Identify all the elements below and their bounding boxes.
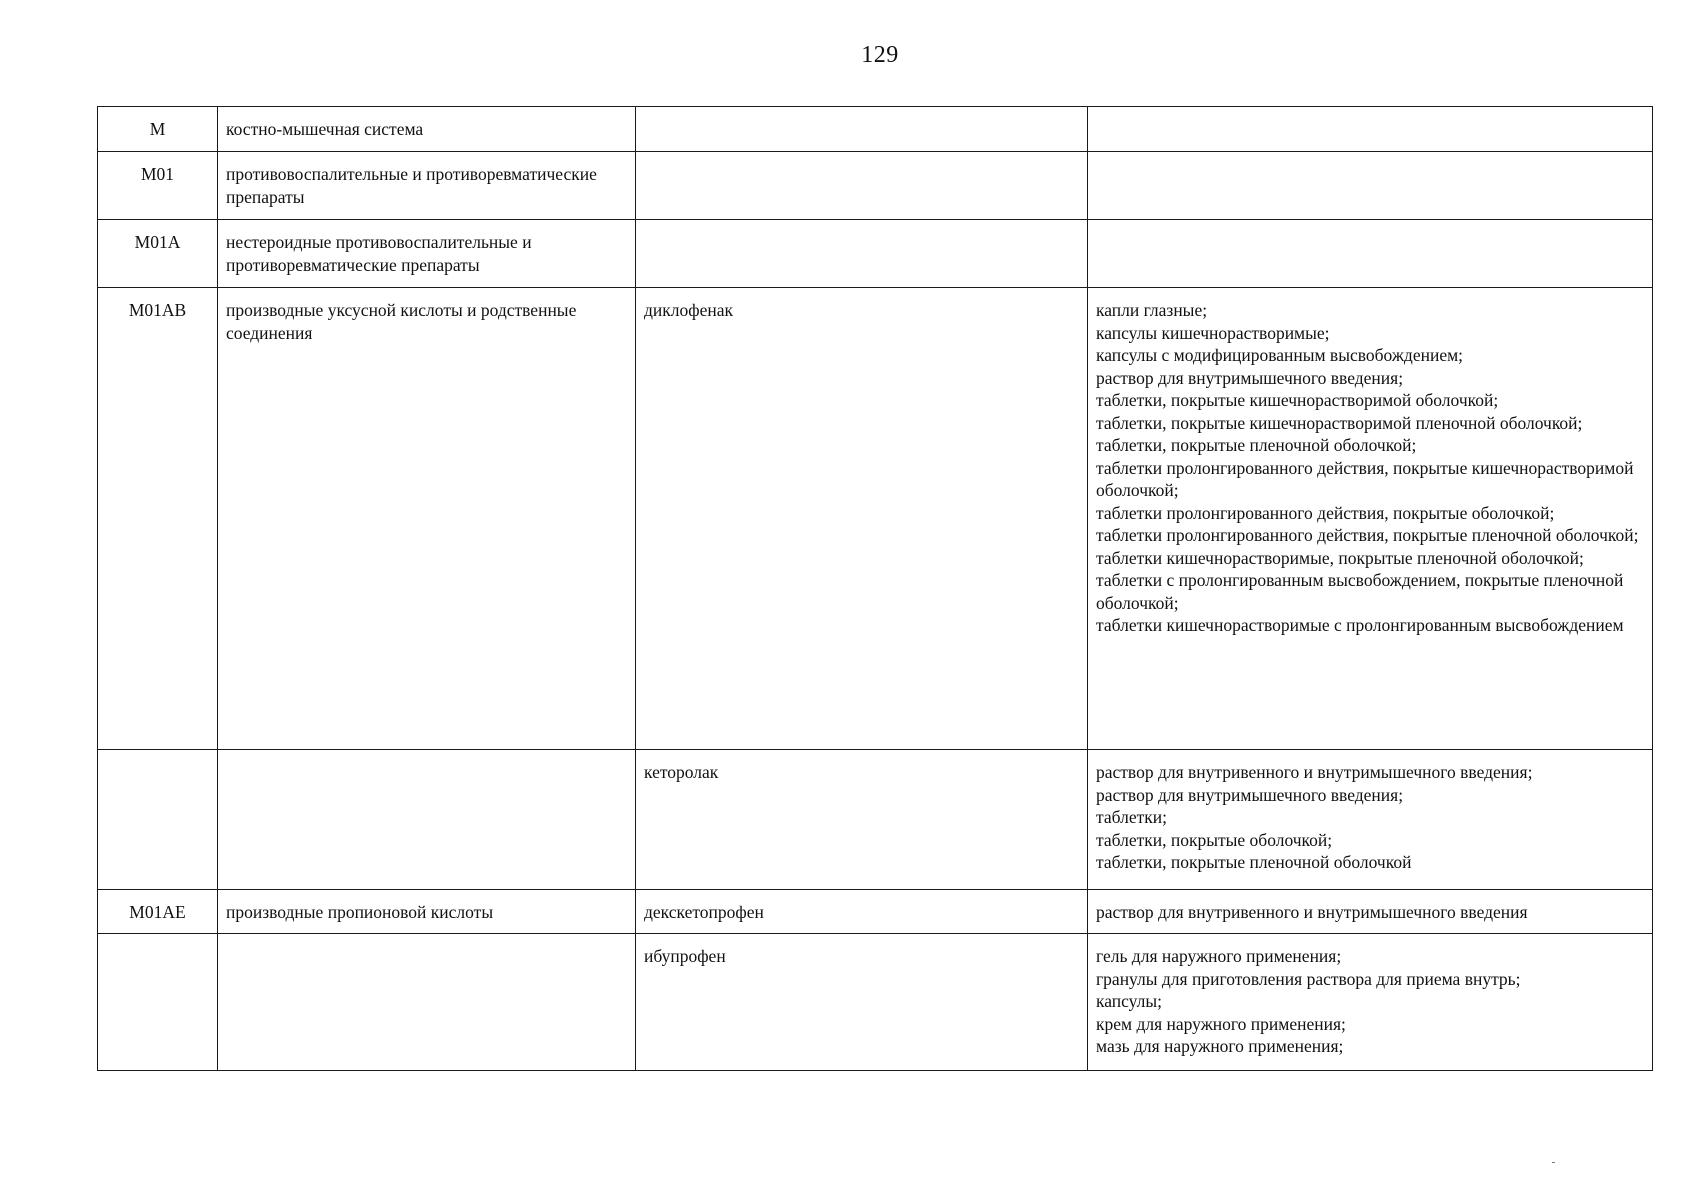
atc-code-cell: M01AE — [98, 890, 218, 934]
atc-code-cell: M01A — [98, 220, 218, 288]
dosage-forms-cell — [1088, 890, 1653, 934]
dosage-forms-cell — [1088, 288, 1653, 750]
dosage-form-item: таблетки, покрытые пленочной оболочкой; — [1096, 435, 1417, 455]
dosage-form-item: капсулы с модифицированным высвобождением; — [1096, 345, 1464, 365]
table-row — [98, 152, 1653, 220]
dosage-forms-cell — [1088, 934, 1653, 1071]
table-row — [98, 890, 1653, 934]
dosage-form-item: таблетки пролонгированного действия, покрытые кишечнорастворимой оболочкой; — [1096, 457, 1634, 500]
dosage-form-item: раствор для внутримышечного введения; — [1096, 784, 1404, 805]
dosage-form-item: раствор для внутривенного и внутримышечного введения — [1096, 902, 1528, 922]
dosage-form-item: гранулы для приготовления раствора для приема внутрь; — [1096, 968, 1521, 989]
drug-name-cell: декскетопрофен — [636, 890, 1088, 934]
dosage-form-item: таблетки пролонгированного действия, покрытые оболочкой; — [1096, 502, 1555, 523]
atc-group-cell — [218, 750, 636, 890]
drug-name-cell: кеторолак — [636, 750, 1088, 890]
drug-table — [97, 106, 1653, 1071]
atc-group-cell: костно-мышечная система — [218, 107, 636, 152]
dosage-forms-cell — [1088, 107, 1653, 152]
dosage-form-item: таблетки кишечнорастворимые с пролонгированным высвобождением — [1096, 615, 1624, 635]
atc-code-cell: M01AB — [98, 288, 218, 750]
dosage-form-item: мазь для наружного применения; — [1096, 1036, 1344, 1056]
drug-name-cell — [636, 220, 1088, 288]
page-number: 129 — [861, 42, 899, 68]
dosage-form-item: капсулы кишечнорастворимые; — [1096, 322, 1330, 343]
atc-group-cell: производные пропионовой кислоты — [218, 890, 636, 934]
table-row — [98, 934, 1653, 1071]
table-row — [98, 107, 1653, 152]
dosage-form-item: таблетки; — [1096, 807, 1167, 827]
dosage-form-item: таблетки с пролонгированным высвобождением, покрытые пленочной оболочкой; — [1096, 570, 1624, 613]
atc-group-cell: противовоспалительные и противоревматические препараты — [218, 152, 636, 220]
dosage-forms-cell — [1088, 152, 1653, 220]
dosage-form-item: раствор для внутримышечного введения; — [1096, 367, 1404, 388]
dosage-form-item: крем для наружного применения; — [1096, 1013, 1346, 1034]
drug-name-cell — [636, 107, 1088, 152]
drug-name-cell: диклофенак — [636, 288, 1088, 750]
table-row — [98, 288, 1653, 750]
atc-code-cell — [98, 750, 218, 890]
dosage-form-item: таблетки, покрытые кишечнорастворимой пленочной оболочкой; — [1096, 412, 1583, 433]
drug-name-cell — [636, 152, 1088, 220]
table-row — [98, 220, 1653, 288]
dosage-form-item: раствор для внутривенного и внутримышечного введения; — [1096, 762, 1533, 782]
drug-name-cell: ибупрофен — [636, 934, 1088, 1071]
atc-code-cell: M — [98, 107, 218, 152]
dosage-form-item: таблетки, покрытые кишечнорастворимой оболочкой; — [1096, 390, 1499, 410]
dosage-form-item: таблетки пролонгированного действия, покрытые пленочной оболочкой; — [1096, 525, 1639, 545]
atc-group-cell: производные уксусной кислоты и родственные соединения — [218, 288, 636, 750]
scan-speck — [1552, 1162, 1555, 1163]
dosage-forms-cell — [1088, 750, 1653, 890]
dosage-form-item: гель для наружного применения; — [1096, 946, 1342, 966]
dosage-form-item: капсулы; — [1096, 991, 1163, 1011]
atc-code-cell — [98, 934, 218, 1071]
atc-code-cell: M01 — [98, 152, 218, 220]
atc-group-cell — [218, 934, 636, 1071]
dosage-form-item: таблетки, покрытые оболочкой; — [1096, 829, 1333, 850]
atc-group-cell: нестероидные противовоспалительные и противоревматические препараты — [218, 220, 636, 288]
table-row — [98, 750, 1653, 890]
dosage-form-item: таблетки кишечнорастворимые, покрытые пленочной оболочкой; — [1096, 547, 1584, 568]
dosage-form-item: капли глазные; — [1096, 300, 1208, 320]
dosage-form-item: таблетки, покрытые пленочной оболочкой — [1096, 852, 1412, 872]
dosage-forms-cell — [1088, 220, 1653, 288]
